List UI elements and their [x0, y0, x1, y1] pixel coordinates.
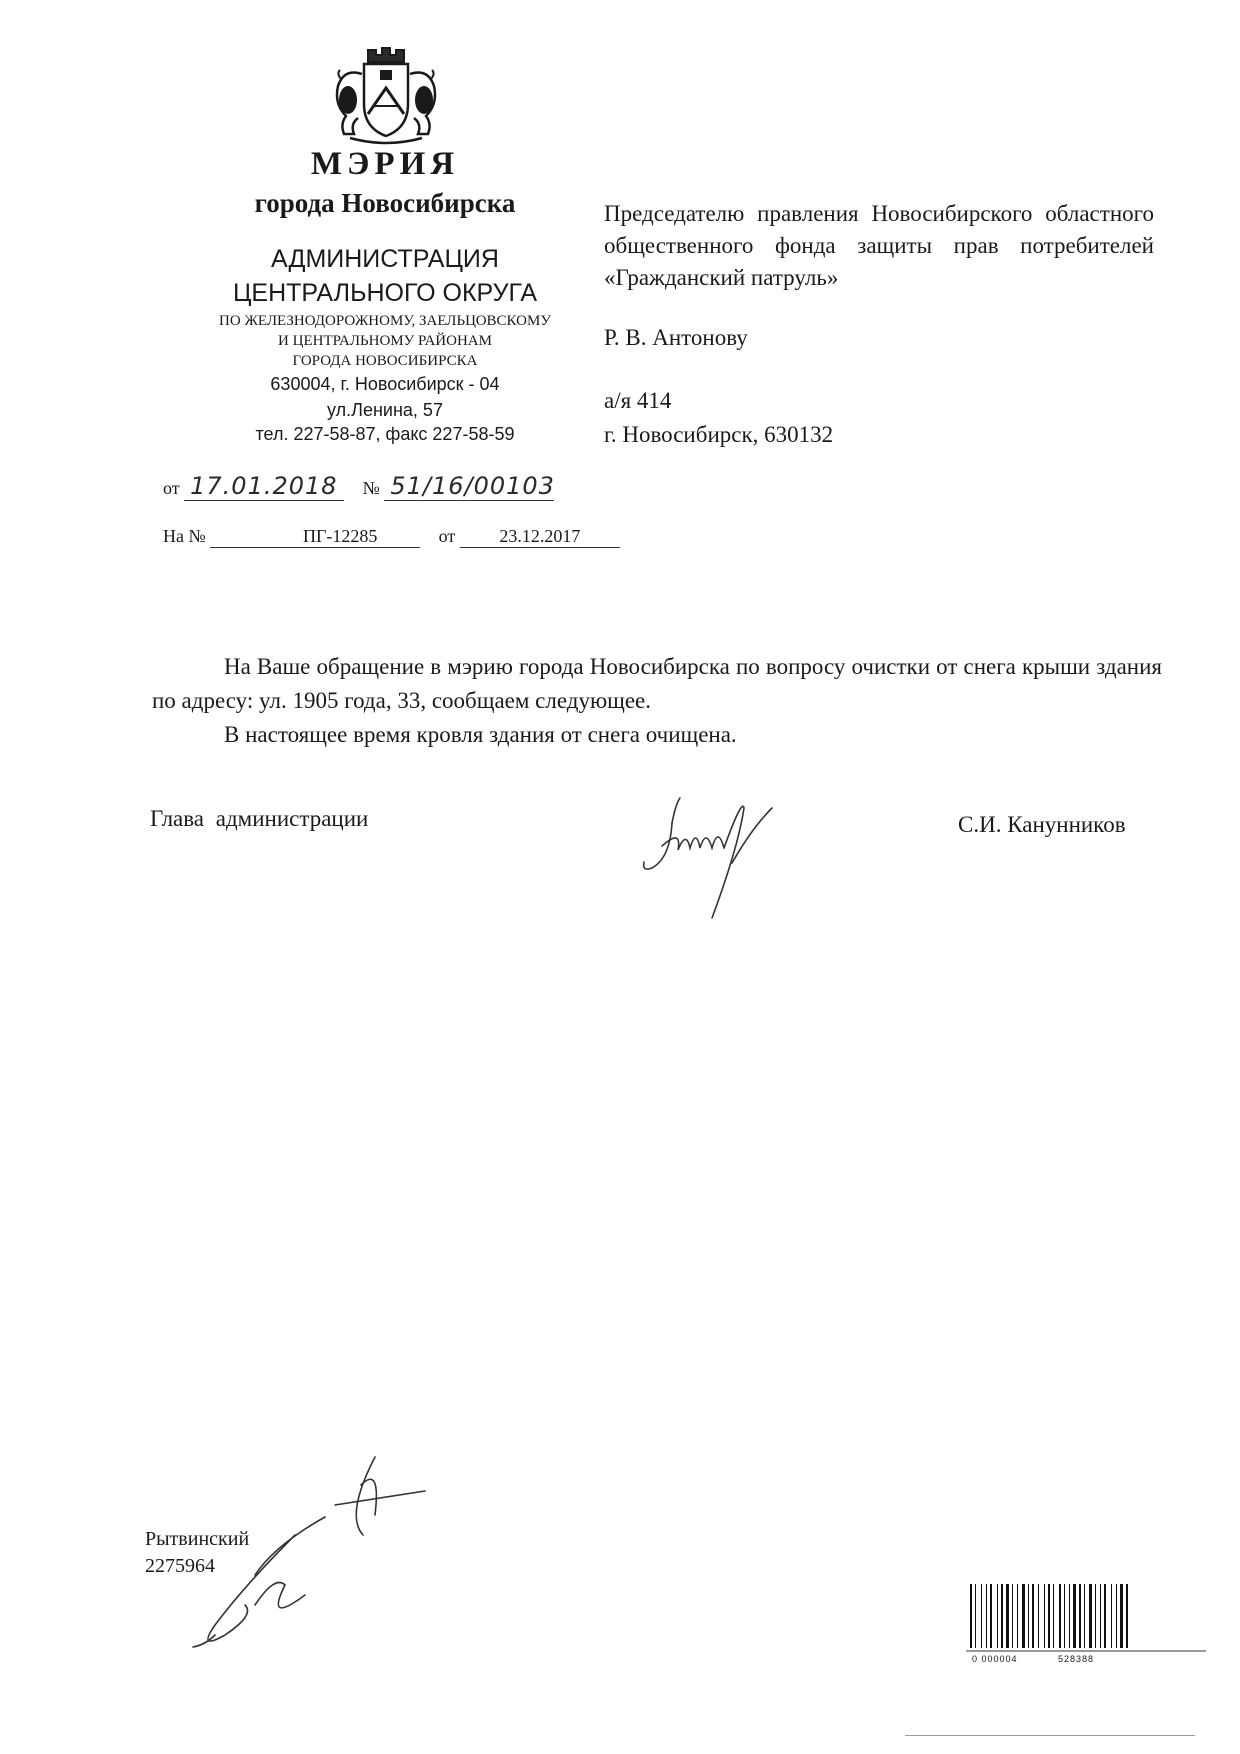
districts-line: И ЦЕНТРАЛЬНОМУ РАЙОНАМ — [278, 333, 492, 349]
recipient-name: Р. В. Антонову — [604, 325, 748, 350]
executor-signature — [185, 1455, 430, 1655]
recipient-position: Председателю правления Новосибирского областного общественного фонда защиты прав потребителей «Гражданский патруль» — [604, 201, 1154, 290]
barcode-bar — [1064, 1584, 1065, 1648]
barcode-bar — [1028, 1584, 1029, 1648]
body-paragraph: На Ваше обращение в мэрию города Новосибирска по вопросу очистки от снега крыши здания по адресу: ул. 1905 года, 33, сообщаем следующее. — [152, 654, 1162, 713]
phone-fax: тел. 227-58-87, факс 227-58-59 — [255, 424, 515, 444]
barcode-bar — [1120, 1584, 1123, 1648]
barcode-bar — [1073, 1584, 1076, 1648]
barcode-bar — [1001, 1584, 1003, 1648]
barcode-bar — [981, 1584, 982, 1648]
number-label: № — [362, 478, 380, 498]
barcode-bar — [1053, 1584, 1054, 1648]
barcode-bar — [975, 1584, 976, 1648]
barcode-bar — [1017, 1584, 1018, 1648]
districts-line: ГОРОДА НОВОСИБИРСКА — [292, 353, 478, 369]
recipient-city: г. Новосибирск, 630132 — [604, 422, 834, 447]
barcode-bar — [1126, 1584, 1128, 1648]
barcode-bar — [1032, 1584, 1034, 1648]
mayor-title: МЭРИЯ — [310, 146, 460, 182]
barcode-bar — [1079, 1584, 1081, 1648]
registration-number: 51/16/00103 — [384, 472, 554, 501]
barcode-bar — [1006, 1584, 1009, 1648]
barcode-digits: 0 000004 — [972, 1654, 1018, 1664]
registration-row — [163, 472, 554, 501]
barcode-bar — [1089, 1584, 1092, 1648]
barcode-bar — [1048, 1584, 1050, 1648]
reference-label: На № — [163, 526, 206, 546]
barcode-bar — [1116, 1584, 1117, 1648]
recipient-po-box: а/я 414 — [604, 388, 672, 413]
reference-number: ПГ-12285 — [210, 526, 420, 548]
reference-date: 23.12.2017 — [460, 526, 620, 548]
barcode-bar — [1044, 1584, 1045, 1648]
barcode-bar — [1111, 1584, 1112, 1648]
barcode-bar — [1022, 1584, 1025, 1648]
executor-name: Рытвинский — [145, 1528, 250, 1550]
letter-body — [152, 650, 1162, 752]
signer-name: С.И. Канунников — [958, 812, 1126, 837]
barcode-bar — [990, 1584, 992, 1648]
reference-row — [163, 526, 620, 548]
districts-line: ПО ЖЕЛЕЗНОДОРОЖНОМУ, ЗАЕЛЬЦОВСКОМУ — [219, 313, 551, 329]
body-paragraph: В настоящее время кровля здания от снега очищена. — [224, 722, 737, 747]
barcode-bar — [970, 1584, 972, 1648]
barcode-bar — [997, 1584, 998, 1648]
barcode-bar — [986, 1584, 987, 1648]
barcode-bar — [1038, 1584, 1039, 1648]
administration-district: ЦЕНТРАЛЬНОГО ОКРУГА — [232, 279, 538, 307]
divider — [905, 1735, 1195, 1736]
barcode-bar — [1104, 1584, 1106, 1648]
barcode — [966, 1580, 1206, 1660]
administration-title: АДМИНИСТРАЦИЯ — [271, 245, 499, 273]
postal-address: 630004, г. Новосибирск - 04 — [270, 374, 500, 394]
registration-date: 17.01.2018 — [184, 472, 344, 501]
city-coat-of-arms-icon — [328, 44, 444, 148]
barcode-bar — [1059, 1584, 1061, 1648]
date-label: от — [163, 478, 180, 498]
barcode-bar — [1095, 1584, 1096, 1648]
barcode-bar — [1100, 1584, 1101, 1648]
barcode-bar — [1084, 1584, 1085, 1648]
executor-phone: 2275964 — [145, 1555, 215, 1577]
handwritten-signature — [632, 768, 782, 928]
mayor-city: города Новосибирска — [254, 188, 516, 218]
barcode-bar — [1069, 1584, 1070, 1648]
street-address: ул.Ленина, 57 — [327, 400, 443, 420]
signer-title: Глава администрации — [150, 806, 369, 831]
barcode-digits: 528388 — [1058, 1654, 1095, 1664]
reference-date-label: от — [438, 526, 456, 546]
barcode-bar — [1012, 1584, 1013, 1648]
